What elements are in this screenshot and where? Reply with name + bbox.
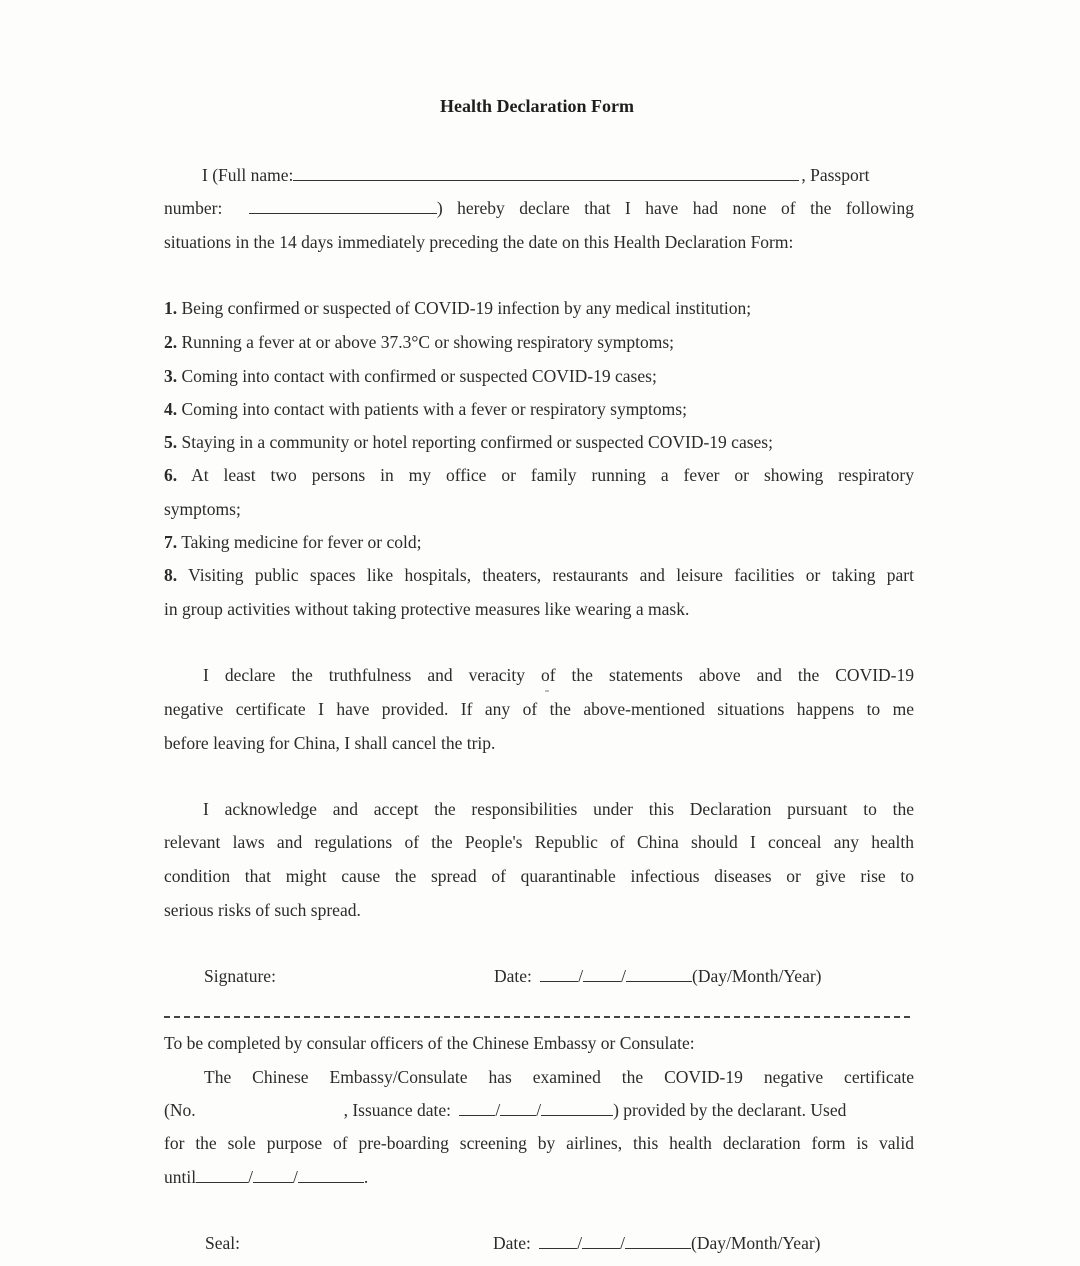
scan-speck — [545, 690, 549, 692]
acknowledge-paragraph-line: condition that might cause the spread of quarantinable infectious diseases or give rise to — [164, 866, 914, 886]
date-format-hint: (Day/Month/Year) — [692, 966, 822, 986]
declarant-text: ) provided by the declarant. Used — [613, 1100, 847, 1120]
year-field[interactable] — [626, 965, 692, 982]
intro-line-2 — [164, 196, 914, 220]
list-item-continuation: symptoms; — [164, 499, 241, 519]
number-label: number: — [164, 198, 223, 218]
list-item: 5. Staying in a community or hotel reporting confirmed or suspected COVID-19 cases; — [164, 432, 773, 452]
valid-year-field[interactable] — [298, 1166, 364, 1183]
list-item: 4. Coming into contact with patients with a fever or respiratory symptoms; — [164, 399, 687, 419]
acknowledge-paragraph-line: serious risks of such spread. — [164, 900, 361, 920]
valid-month-field[interactable] — [253, 1166, 293, 1183]
month-field[interactable] — [583, 965, 621, 982]
passport-number-field[interactable] — [249, 197, 437, 214]
list-item-continuation: in group activities without taking protective measures like wearing a mask. — [164, 599, 690, 619]
consular-line-2: (No. , Issuance date: / / ) provided by the declarant. Used — [164, 1100, 847, 1120]
passport-label: , Passport — [801, 165, 870, 185]
issuance-day-field[interactable] — [459, 1099, 495, 1116]
list-item: 6. At least two persons in my office or family running a fever or showing respiratory — [164, 465, 914, 485]
declaration-paragraph-line: I declare the truthfulness and veracity of the statements above and the COVID-19 — [203, 665, 914, 685]
date-format-hint: (Day/Month/Year) — [691, 1233, 821, 1253]
issuance-month-field[interactable] — [500, 1099, 536, 1116]
full-name-label: I (Full name: — [202, 165, 294, 185]
form-title: Health Declaration Form — [440, 96, 634, 116]
consular-line-4: until / / . — [164, 1167, 369, 1187]
declaration-paragraph-line: negative certificate I have provided. If any of the above-mentioned situations happens to me — [164, 699, 914, 719]
list-item: 1. Being confirmed or suspected of COVID-19 infection by any medical institution; — [164, 298, 752, 318]
list-item: 7. Taking medicine for fever or cold; — [164, 532, 422, 552]
acknowledge-paragraph-line: I acknowledge and accept the responsibilities under this Declaration pursuant to the — [203, 799, 914, 819]
date-label: Date: — [494, 966, 532, 986]
consular-line-1: The Chinese Embassy/Consulate has examined the COVID-19 negative certificate — [204, 1067, 914, 1087]
list-item: 3. Coming into contact with confirmed or suspected COVID-19 cases; — [164, 366, 657, 386]
consular-heading: To be completed by consular officers of the Chinese Embassy or Consulate: — [164, 1033, 695, 1053]
seal-month-field[interactable] — [582, 1232, 620, 1249]
consular-line-3: for the sole purpose of pre-boarding screening by airlines, this health declaration form is valid — [164, 1133, 914, 1153]
signature-label: Signature: — [204, 966, 276, 986]
full-name-field[interactable] — [293, 164, 799, 181]
declare-text: ) hereby declare that I have had none of the following — [436, 198, 914, 218]
issuance-year-field[interactable] — [541, 1099, 613, 1116]
seal-label: Seal: — [205, 1233, 240, 1253]
intro-line-1 — [202, 163, 914, 187]
list-item: 8. Visiting public spaces like hospitals, theaters, restaurants and leisure facilities or taking part — [164, 565, 914, 585]
acknowledge-paragraph-line: relevant laws and regulations of the People's Republic of China should I conceal any health — [164, 832, 914, 852]
issuance-date-label: , Issuance date: — [343, 1100, 451, 1120]
section-divider — [164, 1016, 910, 1018]
signature-date-row: Date: / / (Day/Month/Year) — [494, 966, 822, 986]
valid-day-field[interactable] — [196, 1166, 248, 1183]
list-item: 2. Running a fever at or above 37.3°C or showing respiratory symptoms; — [164, 332, 675, 352]
until-label: until — [164, 1167, 197, 1187]
seal-date-row: Date: / / (Day/Month/Year) — [493, 1233, 821, 1253]
day-field[interactable] — [540, 965, 578, 982]
seal-day-field[interactable] — [539, 1232, 577, 1249]
certificate-no-label: (No. — [164, 1100, 196, 1120]
intro-line-3: situations in the 14 days immediately preceding the date on this Health Declaration Form: — [164, 232, 794, 252]
declaration-paragraph-line: before leaving for China, I shall cancel the trip. — [164, 733, 496, 753]
date-label: Date: — [493, 1233, 531, 1253]
seal-year-field[interactable] — [625, 1232, 691, 1249]
